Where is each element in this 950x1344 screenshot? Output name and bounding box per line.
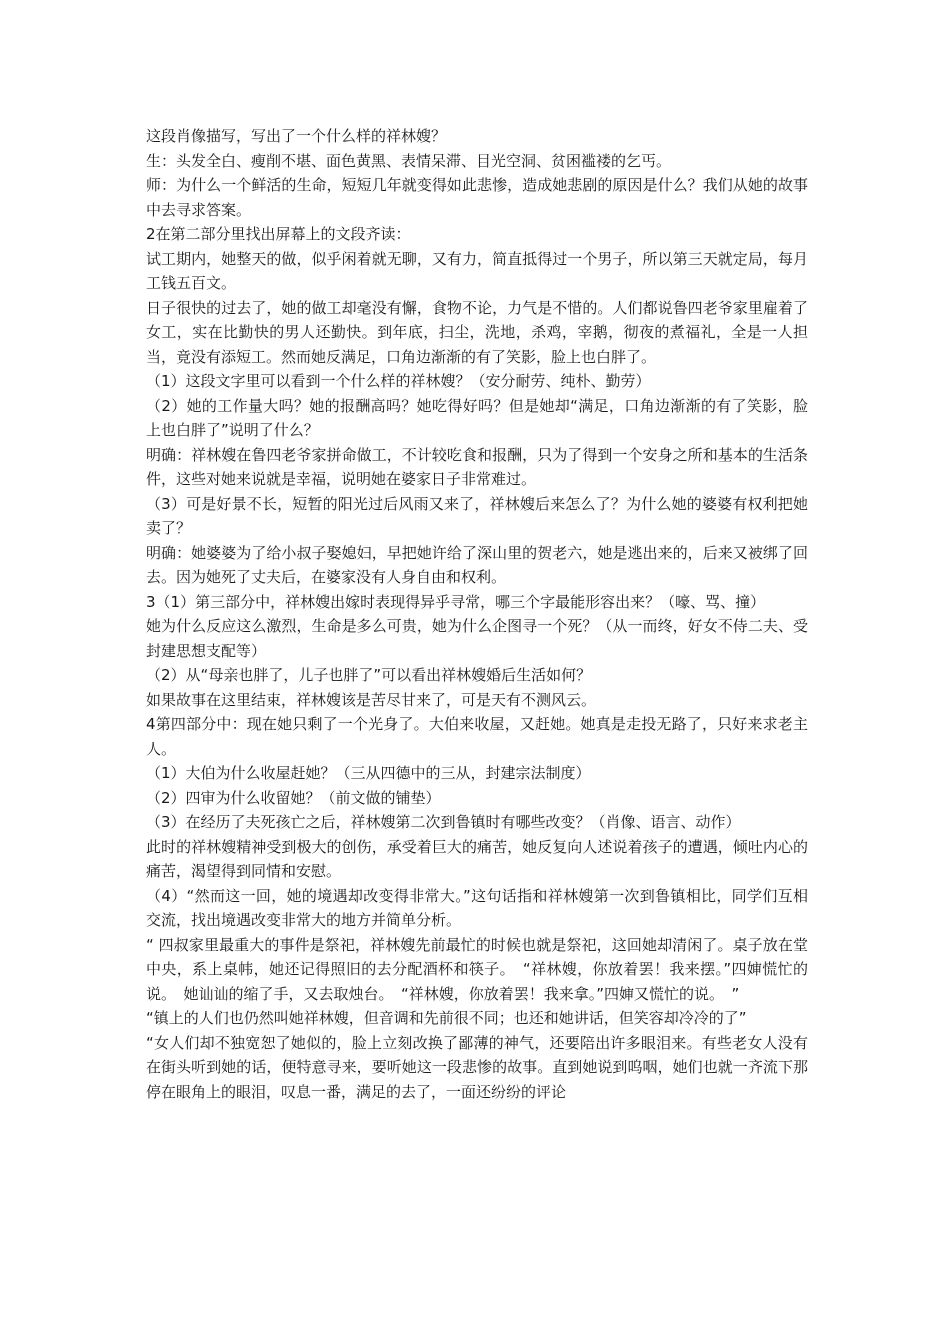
paragraph-question-4-1: （1）大伯为什么收屋赶她？（三从四德中的三从，封建宗法制度） [146,764,591,782]
document-body [146,124,808,1104]
paragraph-clarification-2: 明确：她婆婆为了给小叔子娶媳妇，早把她许给了深山里的贺老六，她是逃出来的，后来又被绑了回去。因为她死了丈夫后，在婆家没有人身自由和权利。 [146,543,808,586]
paragraph-quote-townspeople: “镇上的人们也仍然叫她祥林嫂，但音调和先前很不同；也还和她讲话，但笑容却冷冷的了” [146,1009,747,1027]
paragraph-quote-trial-work: 试工期内，她整天的做，似乎闲着就无聊，又有力，简直抵得过一个男子，所以第三天就定局，每月工钱五百文。 [146,249,808,292]
paragraph-question-4-2: （2）四审为什么收留她？（前文做的铺垫） [146,788,441,807]
paragraph-section-2-heading: 2在第二部分里找出屏幕上的文段齐读： [146,225,411,243]
paragraph-quote-days-passed: 日子很快的过去了，她的做工却毫没有懈，食物不论，力气是不惜的。人们都说鲁四老爷家里雇着了女工，实在比勤快的男人还勤快。到年底，扫尘，洗地，杀鸡，宰鹅，彻夜的煮福礼，全是一人担当，竟没有添短工。然而她反满足，口角边渐渐的有了笑影，脸上也白胖了。 [146,298,808,366]
paragraph-quote-sacrifice: “ 四叔家里最重大的事件是祭祀，祥林嫂先前最忙的时候也就是祭祀，这回她却清闲了。桌子放在堂中央，系上桌帏，她还记得照旧的去分配酒杯和筷子。 “祥林嫂，你放着罢！我来摆。”四婶慌忙的说。 她讪讪的缩了手，又去取烛台。 “祥林嫂，你放着罢！我来拿。”四婶又慌忙的说。 ” [146,935,808,1003]
paragraph-question-2-2: （2）她的工作量大吗？她的报酬高吗？她吃得好吗？但是她却“满足，口角边渐渐的有了笑影，脸上也白胖了”说明了什么？ [146,396,808,439]
paragraph-answer-4-3: 此时的祥林嫂精神受到极大的创伤，承受着巨大的痛苦，她反复向人述说着孩子的遭遇，倾吐内心的痛苦，渴望得到同情和安慰。 [146,837,808,880]
paragraph-question-portrait: 这段肖像描写，写出了一个什么样的祥林嫂？ [146,127,447,145]
paragraph-question-2-3: （3）可是好景不长，短暂的阳光过后风雨又来了，祥林嫂后来怎么了？为什么她的婆婆有权利把她卖了？ [146,494,808,537]
paragraph-question-4-3: （3）在经历了夫死孩亡之后，祥林嫂第二次到鲁镇时有哪些改变？（肖像、语言、动作） [146,813,741,831]
paragraph-section-3-question-2: （2）从“母亲也胖了，儿子也胖了”可以看出祥林嫂婚后生活如何？ [146,666,592,684]
paragraph-section-3-question-1: 3（1）第三部分中，祥林嫂出嫁时表现得异乎寻常，哪三个字最能形容出来？（嚎、骂、撞） [146,592,766,611]
paragraph-teacher-question: 师：为什么一个鲜活的生命，短短几年就变得如此悲惨，造成她悲剧的原因是什么？我们从她的故事中去寻求答案。 [146,176,808,219]
paragraph-question-2-1: （1）这段文字里可以看到一个什么样的祥林嫂？（安分耐劳、纯朴、勤劳） [146,372,651,390]
paragraph-student-answer: 生：头发全白、瘦削不堪、面色黄黑、表情呆滞、目光空洞、贫困褴褛的乞丐。 [146,151,672,170]
paragraph-clarification-1: 明确：祥林嫂在鲁四老爷家拼命做工，不计较吃食和报酬，只为了得到一个安身之所和基本的生活条件，这些对她来说就是幸福，说明她在婆家日子非常难过。 [146,445,808,488]
paragraph-section-3-why: 她为什么反应这么激烈，生命是多么可贵，她为什么企图寻一个死？（从一而终，好女不侍二夫、受封建思想支配等） [146,617,808,660]
paragraph-quote-women: “女人们却不独宽恕了她似的，脸上立刻改换了鄙薄的神气，还要陪出许多眼泪来。有些老女人没有在街头听到她的话，便特意寻来，要听她这一段悲惨的故事。直到她说到呜咽，她们也就一齐流下那停在眼角上的眼泪，叹息一番，满足的去了，一面还纷纷的评论 [146,1033,808,1101]
paragraph-question-4-4: （4）“然而这一回，她的境遇却改变得非常大。”这句话指和祥林嫂第一次到鲁镇相比，同学们互相交流，找出境遇改变非常大的地方并简单分析。 [146,886,808,929]
paragraph-section-4-heading: 4第四部分中：现在她只剩了一个光身了。大伯来收屋，又赶她。她真是走投无路了，只好来求老主人。 [146,715,808,758]
paragraph-section-3-transition: 如果故事在这里结束，祥林嫂该是苦尽甘来了，可是天有不测风云。 [146,690,597,709]
